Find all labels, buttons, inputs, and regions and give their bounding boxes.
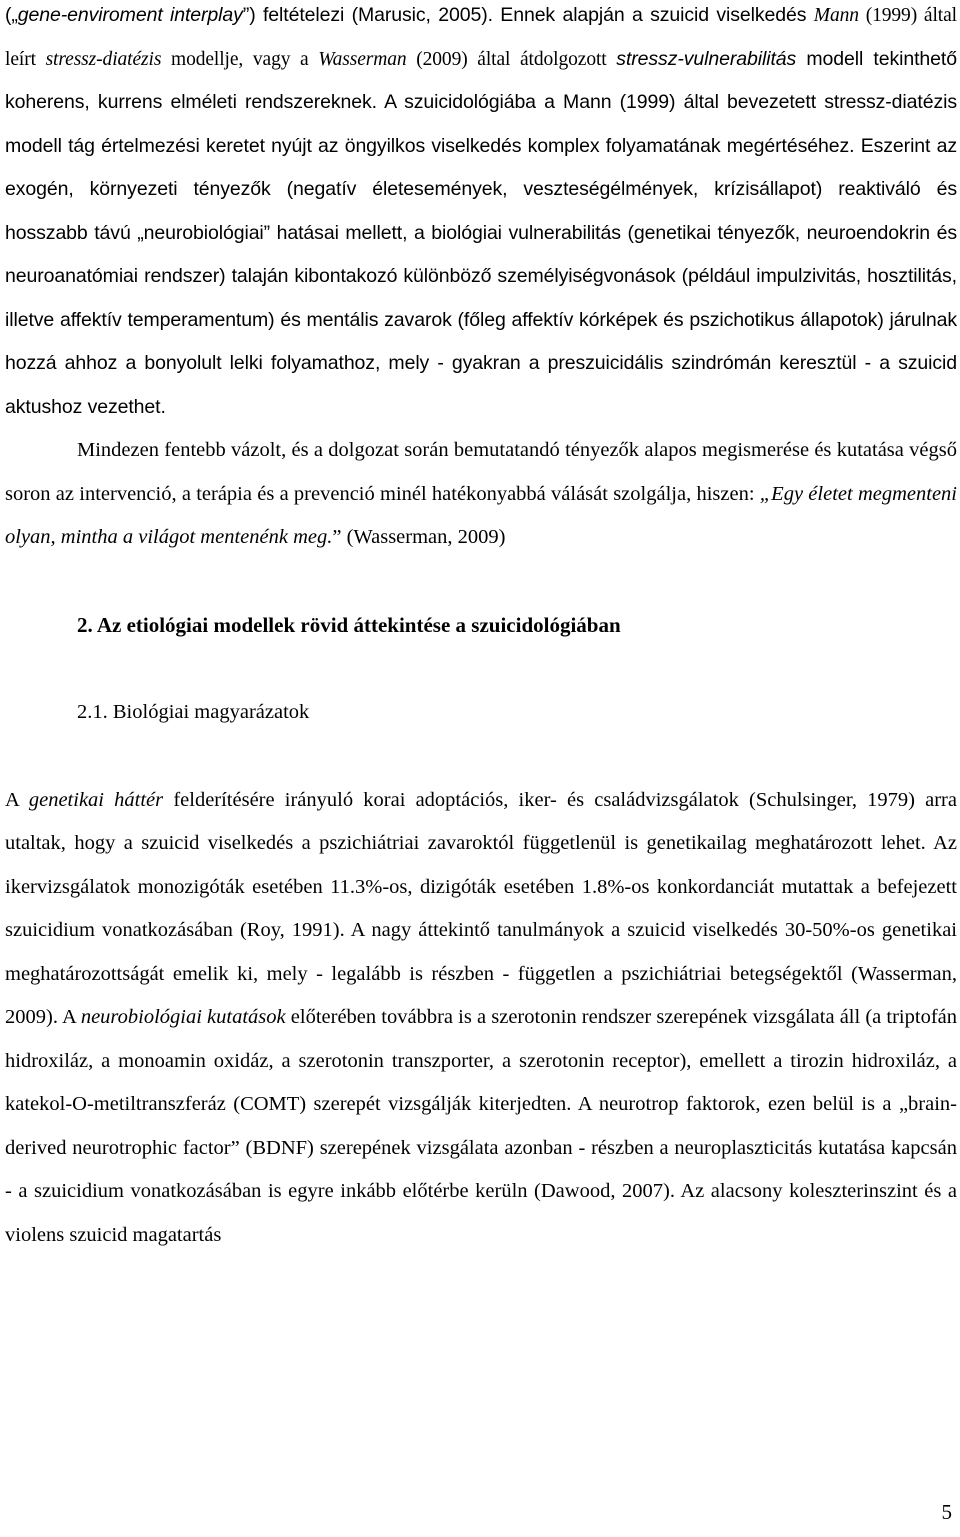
text-run: felderítésére irányuló korai adoptációs, iker- és családvizsgálatok (Schulsinger, 1979) arra utaltak, hogy a szuicid viselkedés a pszichiátriai zavaroktól függetlenül is genetikailag meghatározott lehet. Az ikervizsgálatok monozigóták esetében 11.3%-os, dizigóták esetében 1.8%-os konkordanciát mutattak a befejezett szuicidium vonatkozásában (Roy, 1991). A nagy áttekintő tanulmányok a szuicid viselkedés 30-50%-os genetikai meghatározottságát emelik ki, mely - legalább is részben - független a pszichiátriai betegségektől (Wasserman, 2009). A [5,788,957,1028]
section-heading: 2. Az etiológiai modellek rövid áttekintése a szuicidológiában [77,612,621,637]
body-paragraph-2 [5,429,957,560]
text-run: Mindezen fentebb vázolt, és a dolgozat során bemutatandó tényezők alapos megismerése és kutatása végső soron az intervenció, a terápia és a prevenció minél hatékonyabbá válását szolgálja, hiszen: [5,439,957,505]
body-paragraph-1 [5,0,957,429]
body-paragraph-3 [5,779,957,1258]
text-run: modell tekinthető koherens, kurrens elméleti rendszereknek. A szuicidológiába a Mann (1999) által bevezetett stressz-diatézis modell tág értelmezési keretet nyújt az öngyilkos viselkedés komplex folyamatának megértéséhez. Eszerint az exogén, környezeti tényezők (negatív életesemények, veszteségélmények, krízisállapot) reaktiváló és hosszabb távú „neurobiológiai” hatásai mellett, a biológiai vulnerabilitás (genetikai tényezők, neuroendokrin és neuroanatómiai rendszer) talaján kibontakozó különböző személyiségvonások (például impulzivitás, hosztilitás, illetve affektív temperamentum) és mentális zavarok (főleg affektív kórképek és pszichotikus állapotok) járulnak hozzá ahhoz a bonyolult lelki folyamathoz, mely - gyakran a preszuicidális szindrómán keresztül - a szuicid aktushoz vezethet. [5,47,957,418]
italic-term: stressz-diatézis [45,48,162,70]
text-run: (2009) által átdolgozott [406,48,617,70]
page-number: 5 [941,1500,952,1524]
italic-quote: „Egy életet megmenteni olyan, mintha a világot mentenénk meg. [5,482,957,548]
text-run: modellje, vagy a [161,48,319,70]
text-run: ”) feltételezi (Marusic, 2005). Ennek alapján a szuicid viselkedés [242,4,814,26]
text-run: (1999) által leírt [5,5,957,70]
text-run: ” (Wasserman, 2009) [332,526,506,548]
text-run: A [5,788,29,811]
italic-term: gene-enviroment interplay [17,4,243,26]
italic-author: Wasserman [318,48,407,70]
italic-term: genetikai háttér [28,788,164,811]
document-page [5,0,957,1257]
subsection-heading: 2.1. Biológiai magyarázatok [77,701,310,723]
text-run: („ [5,4,18,26]
italic-term: stressz-vulnerabilitás [616,47,797,70]
italic-author: Mann [813,5,859,26]
text-run: előterében továbbra is a szerotonin rendszer szerepének vizsgálata áll (a triptofán hidroxiláz, a monoamin oxidáz, a szerotonin transzporter, a szerotonin receptor), emellett a tirozin hidroxiláz, a katekol-O-metiltranszferáz (COMT) szerepét vizsgálják kiterjedten. A neurotrop faktorok, ezen belül is a „brain-derived neurotrophic factor” (BDNF) szerepének vizsgálata azonban - részben a neuroplaszticitás kutatása kapcsán - a szuicidium vonatkozásában is egyre inkább előtérbe kerüln (Dawood, 2007). Az alacsony koleszterinszint és a violens szuicid magatartás [5,1006,957,1246]
italic-term: neurobiológiai kutatások [80,1006,286,1028]
